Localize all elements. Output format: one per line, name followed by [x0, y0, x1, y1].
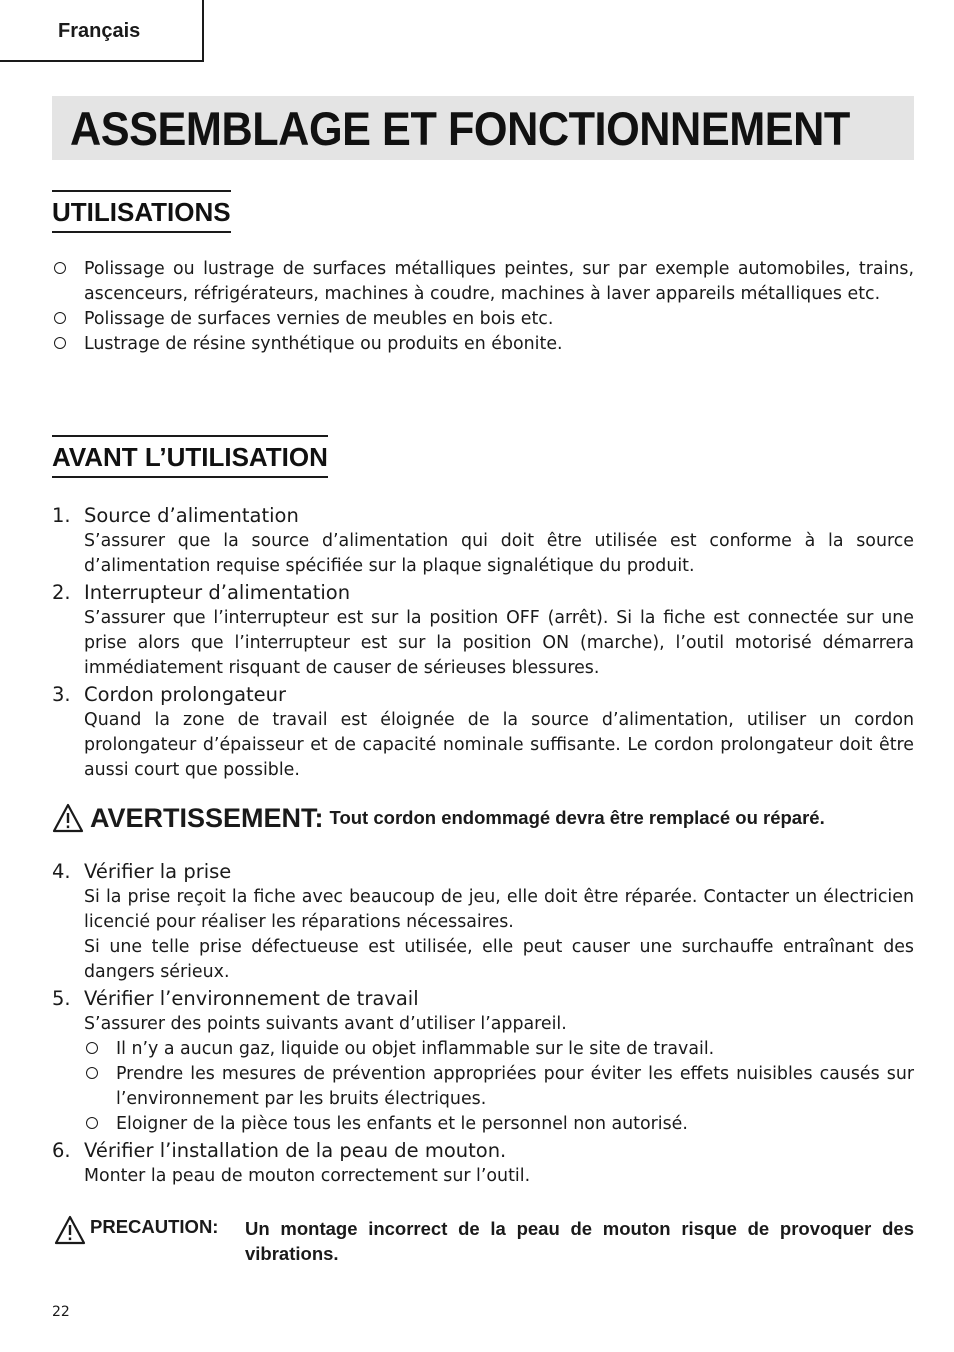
item-number: 3.: [52, 683, 71, 706]
item-description: S’assurer des points suivants avant d’utiliser l’appareil.: [84, 1014, 567, 1034]
list-item-text: Lustrage de résine synthétique ou produits en ébonite.: [84, 334, 563, 354]
warning-triangle-icon: [54, 1215, 86, 1245]
warning-triangle-icon: [52, 803, 84, 833]
item-title: Cordon prolongateur: [84, 683, 287, 706]
item-description-extra: Si une telle prise défectueuse est utilisée, elle peut causer une surchauffe entraînant des dangers sérieux.: [84, 937, 914, 982]
list-item-text: Eloigner de la pièce tous les enfants et le personnel non autorisé.: [116, 1114, 688, 1134]
item-description: S’assurer que l’interrupteur est sur la position OFF (arrêt). Si la fiche est connectée sur une prise alors que l’interrupteur est sur la position ON (marche), l’outil motorisé démarrera immédiatement risquant de causer de sérieuses blessures.: [84, 608, 914, 678]
item-title: Source d’alimentation: [84, 504, 299, 527]
item-number: 2.: [52, 581, 71, 604]
circle-bullet-icon: [54, 337, 66, 349]
section-heading-avant: AVANT L’UTILISATION: [52, 435, 328, 478]
title-band: [52, 96, 914, 160]
list-item: [84, 1062, 914, 1112]
circle-bullet-icon: [86, 1067, 98, 1079]
list-item-text: Polissage de surfaces vernies de meubles en bois etc.: [84, 309, 554, 329]
precaution-block: [52, 1213, 914, 1269]
item-title: Vérifier la prise: [84, 860, 232, 883]
item-description: Si la prise reçoit la fiche avec beaucoup de jeu, elle doit être réparée. Contacter un électricien licencié pour réaliser les réparations nécessaires.: [84, 887, 914, 932]
list-item-text: Polissage ou lustrage de surfaces métalliques peintes, sur par exemple automobiles, trains, ascenceurs, réfrigérateurs, machines à coudre, machines à laver appareils métalliques etc.: [84, 259, 914, 304]
numbered-item: [52, 985, 914, 1137]
list-item-text: Il n’y a aucun gaz, liquide ou objet inflammable sur le site de travail.: [116, 1039, 715, 1059]
list-item: [84, 1112, 914, 1137]
numbered-item: [52, 858, 914, 985]
item-title: Interrupteur d’alimentation: [84, 581, 351, 604]
page-number: 22: [52, 1304, 70, 1320]
list-item: [52, 257, 914, 307]
item-number: 1.: [52, 504, 71, 527]
numbered-item: [52, 502, 914, 579]
item-number: 4.: [52, 860, 71, 883]
avant-list-part2: [52, 858, 914, 1189]
warning-line: [52, 800, 825, 836]
list-item: [84, 1037, 914, 1062]
circle-bullet-icon: [54, 312, 66, 324]
item-number: 6.: [52, 1139, 71, 1162]
utilisations-list: [52, 257, 914, 357]
language-tab: Français: [0, 0, 204, 62]
circle-bullet-icon: [54, 262, 66, 274]
item-number: 5.: [52, 987, 71, 1010]
page-title: ASSEMBLAGE ET FONCTIONNEMENT: [70, 102, 850, 155]
numbered-item: [52, 1137, 914, 1189]
numbered-item: [52, 681, 914, 783]
circle-bullet-icon: [86, 1042, 98, 1054]
item-title: Vérifier l’environnement de travail: [84, 987, 419, 1010]
numbered-item: [52, 579, 914, 681]
circle-bullet-icon: [86, 1117, 98, 1129]
list-item: [52, 307, 914, 332]
item-title: Vérifier l’installation de la peau de mouton.: [84, 1139, 507, 1162]
precaution-text: Un montage incorrect de la peau de mouton risque de provoquer des vibrations.: [245, 1218, 914, 1264]
item-description: S’assurer que la source d’alimentation qui doit être utilisée est conforme à la source d’alimentation requise spécifiée sur la plaque signalétique du produit.: [84, 531, 914, 576]
section-heading-utilisations: UTILISATIONS: [52, 190, 231, 233]
avant-list-part1: [52, 502, 914, 783]
warning-label: AVERTISSEMENT:: [90, 802, 324, 833]
item-description: Monter la peau de mouton correctement sur l’outil.: [84, 1166, 531, 1186]
list-item-text: Prendre les mesures de prévention appropriées pour éviter les effets nuisibles causés sur l’environnement par les bruits électriques.: [116, 1064, 914, 1109]
warning-text: Tout cordon endommagé devra être remplacé ou réparé.: [329, 807, 825, 828]
list-item: [52, 332, 914, 357]
precaution-label: PRECAUTION:: [90, 1216, 219, 1237]
item-description: Quand la zone de travail est éloignée de la source d’alimentation, utiliser un cordon prolongateur d’épaisseur et de capacité nominale suffisante. Le cordon prolongateur doit être aussi court que possible.: [84, 710, 914, 780]
